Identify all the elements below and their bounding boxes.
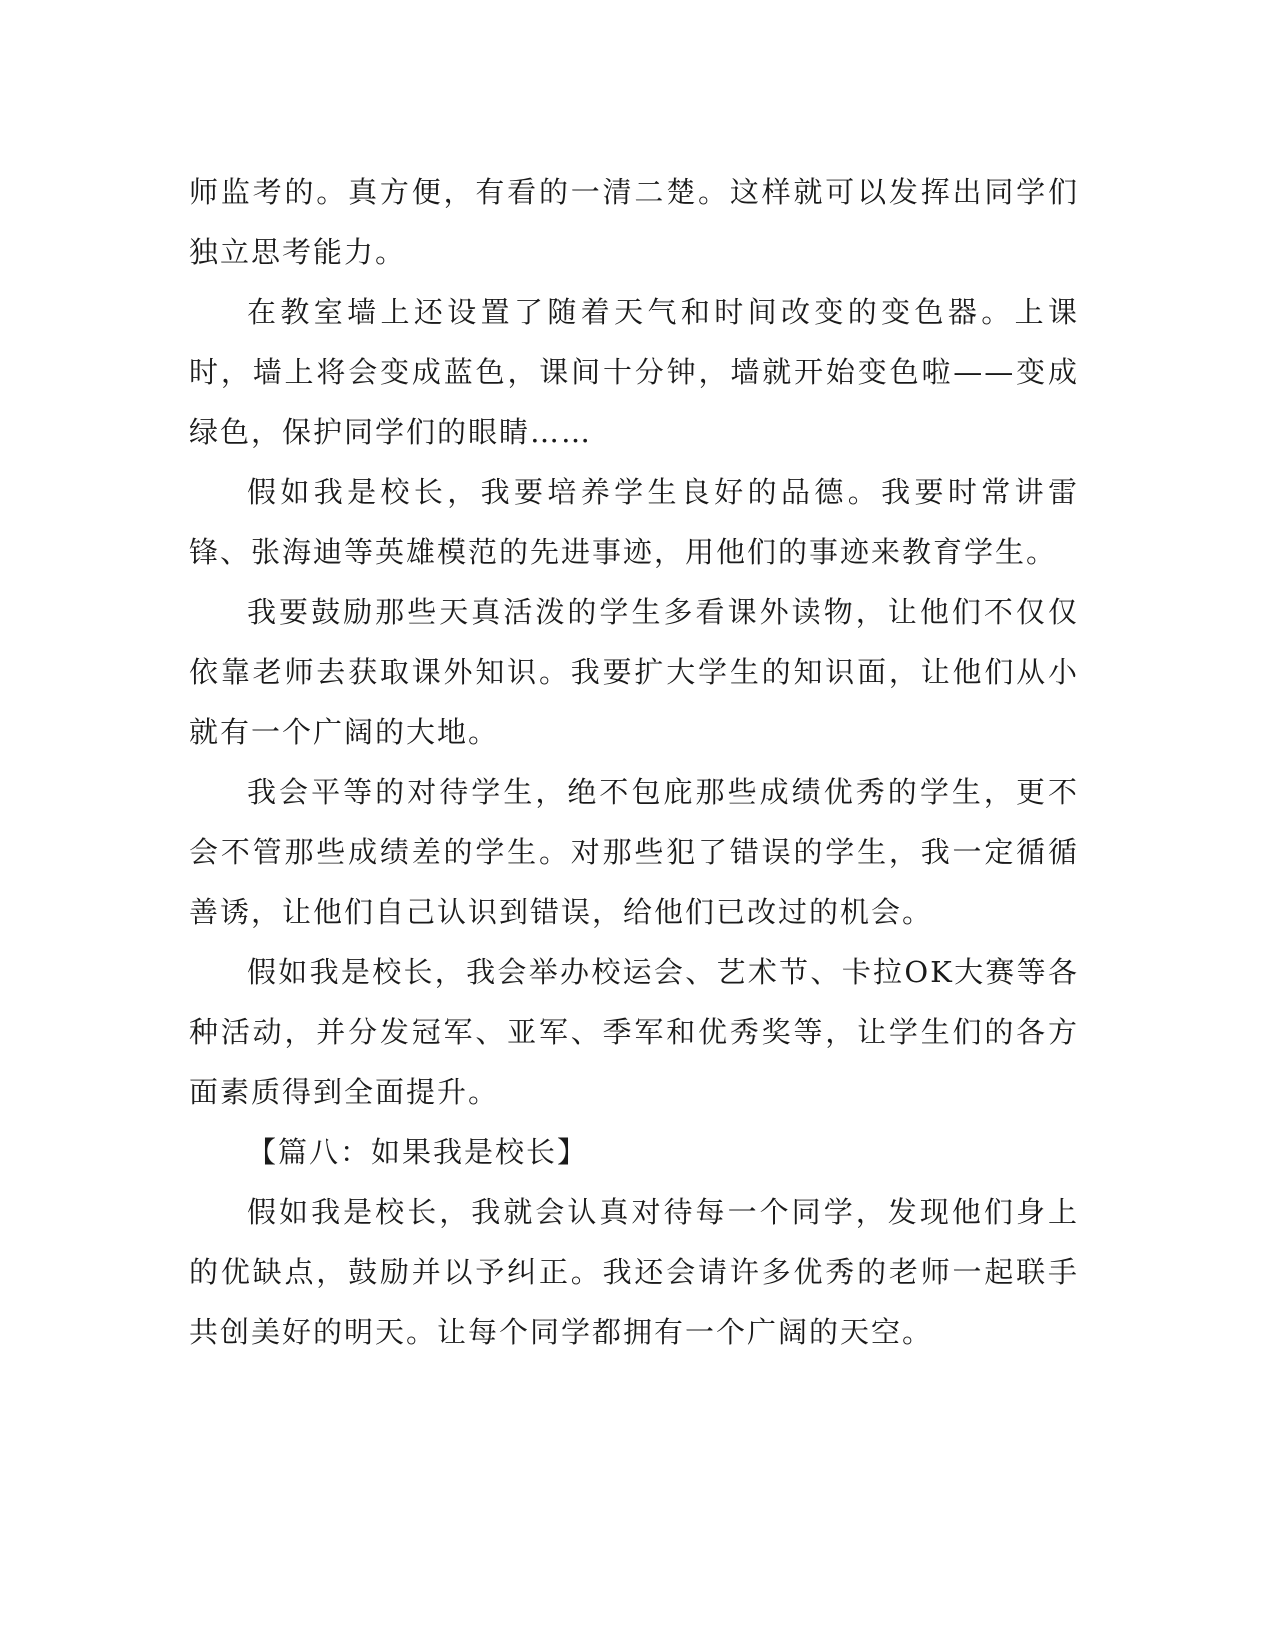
- section-heading: 【篇八：如果我是校长】: [247, 1135, 589, 1169]
- document-body: [189, 162, 1079, 1362]
- paragraph-1: 师监考的。真方便，有看的一清二楚。这样就可以发挥出同学们独立思考能力。: [189, 175, 1079, 269]
- paragraph-2: 在教室墙上还设置了随着天气和时间改变的变色器。上课时，墙上将会变成蓝色，课间十分钟，墙就开始变色啦——变成绿色，保护同学们的眼睛……: [189, 295, 1079, 449]
- paragraph-6: 假如我是校长，我会举办校运会、艺术节、卡拉OK大赛等各种活动，并分发冠军、亚军、季军和优秀奖等，让学生们的各方面素质得到全面提升。: [189, 955, 1079, 1109]
- paragraph-5: 我会平等的对待学生，绝不包庇那些成绩优秀的学生，更不会不管那些成绩差的学生。对那些犯了错误的学生，我一定循循善诱，让他们自己认识到错误，给他们已改过的机会。: [189, 775, 1079, 929]
- closing-paragraph: 假如我是校长，我就会认真对待每一个同学，发现他们身上的优缺点，鼓励并以予纠正。我还会请许多优秀的老师一起联手共创美好的明天。让每个同学都拥有一个广阔的天空。: [189, 1195, 1079, 1349]
- paragraph-4: 我要鼓励那些天真活泼的学生多看课外读物，让他们不仅仅依靠老师去获取课外知识。我要扩大学生的知识面，让他们从小就有一个广阔的大地。: [189, 595, 1079, 749]
- paragraph-3: 假如我是校长，我要培养学生良好的品德。我要时常讲雷锋、张海迪等英雄模范的先进事迹，用他们的事迹来教育学生。: [189, 475, 1079, 569]
